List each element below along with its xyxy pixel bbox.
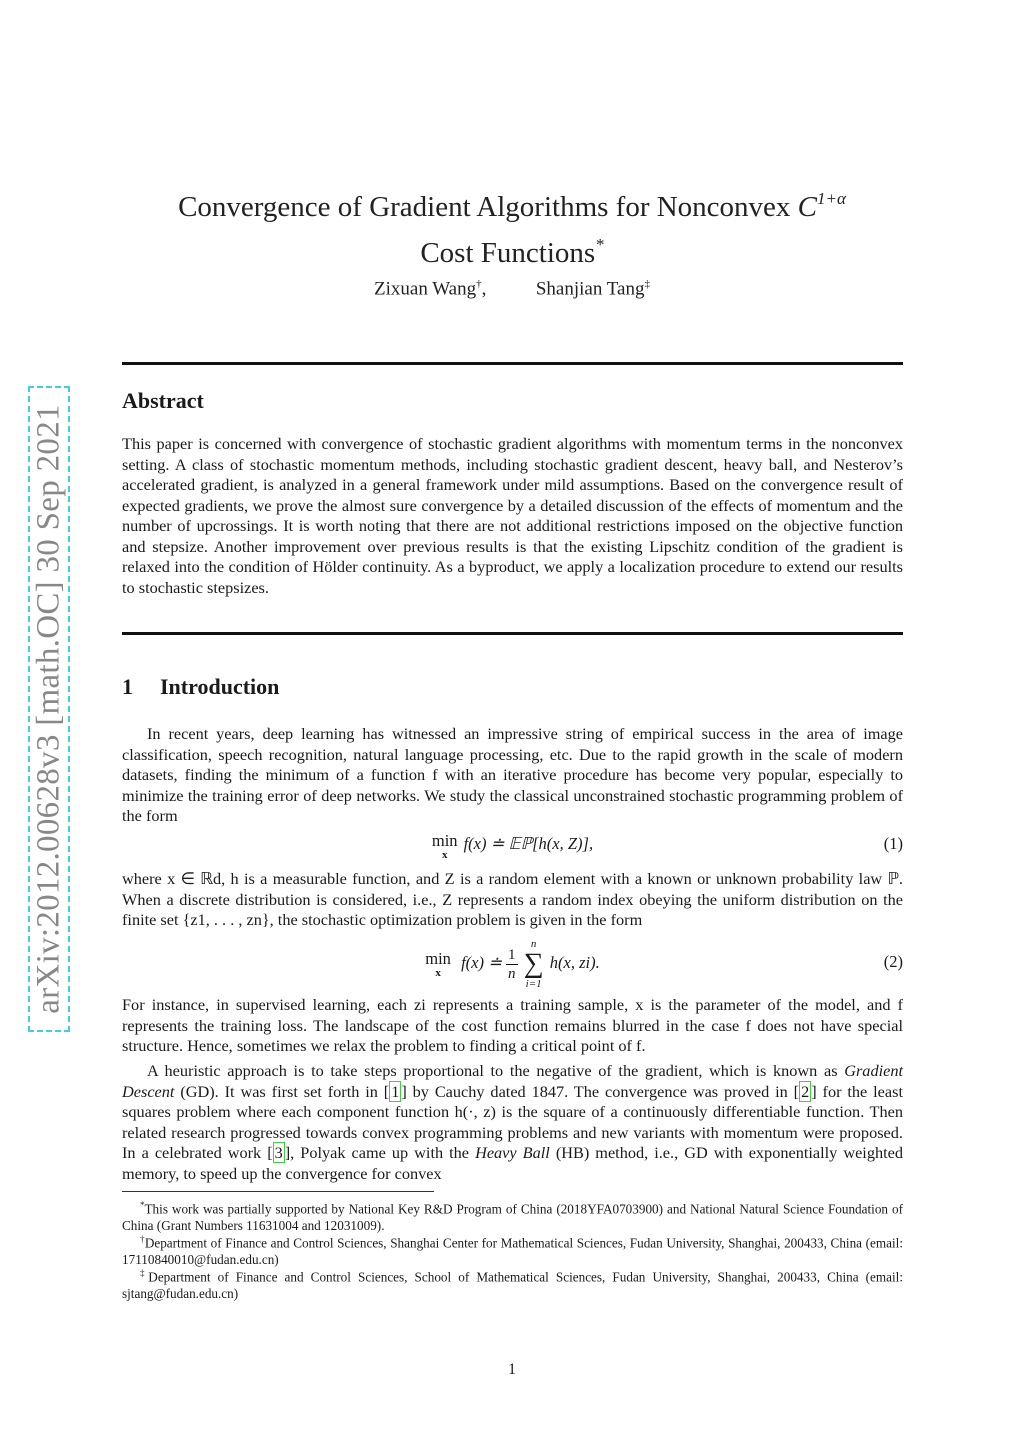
eq1-body: f(x) ≐ 𝔼ℙ[h(x, Z)], [463, 834, 594, 853]
footnote [122, 1265, 903, 1303]
footnote-marker: ‡ [140, 1268, 149, 1278]
p4-text-f: (HB) method, i.e., GD with exponentially weighted memory, to speed up the convergence for convex [122, 1143, 904, 1183]
eq2-frac-bottom: n [508, 965, 516, 982]
equation-1-number: (1) [883, 834, 903, 853]
p4-text-a: A heuristic approach is to take steps proportional to the negative of the gradient, which is known as [147, 1061, 845, 1080]
author-separator: , [481, 278, 487, 300]
author-footnote-marker[interactable]: † [476, 278, 482, 290]
abstract-top-rule [122, 362, 903, 365]
p4-emphasis-gd: Gradient Descent [122, 1061, 903, 1101]
eq2-min-sub: x [435, 967, 441, 979]
p4-text-e: ], Polyak came up with the [284, 1143, 476, 1162]
eq2-min: min [425, 949, 451, 968]
abstract-text: This paper is concerned with convergence of stochastic gradient algorithms with momentum terms in the nonconvex setting. A class of stochastic momentum methods, including stochastic gradient descent, heavy ball, and Nesterov’s accelerated gradient, is analyzed in a general framework under mild assumptions. Based on the convergence result of expected gradients, we prove the almost sure convergence by a detailed discussion of the effects of momentum and the number of upcrossings. It is worth noting that there are not additional restrictions imposed on the objective function and stepsize. Another improvement over previous results is that the existing Lipschitz condition of the gradient is relaxed into the condition of Hölder continuity. As a byproduct, we apply a localization procedure to extend our results to stochastic stepsizes. [122, 434, 903, 597]
arxiv-stamp-text[interactable]: arXiv:2012.00628v3 [math.OC] 30 Sep 2021 [30, 404, 67, 1014]
intro-paragraph-1: In recent years, deep learning has witnessed an impressive string of empirical success in the area of image classification, speech recognition, natural language processing, etc. Due to the rapid growth in the scale of modern datasets, finding the minimum of a function f with an iterative procedure has become very popular, especially to minimize the training error of deep networks. We study the classical unconstrained stochastic programming problem of the form [122, 724, 903, 825]
eq2-rhs: h(x, zi). [549, 952, 600, 972]
equation-2 [122, 938, 903, 990]
eq1-min-sub: x [441, 849, 448, 861]
eq2-frac-top: 1 [508, 946, 516, 963]
citation-link[interactable]: 1 [391, 1081, 400, 1101]
sum-symbol-icon: ∑ [523, 948, 544, 979]
title-symbol: C [797, 191, 818, 223]
citation-link[interactable]: 2 [801, 1081, 810, 1101]
page-number: 1 [508, 1361, 516, 1378]
intro-paragraph-2: where x ∈ ℝd, h is a measurable function, and Z is a random element with a known or unknown probability law ℙ. When a discrete distribution is considered, i.e., Z represents a random index obeying the uniform distribution on the finite set {z1, . . . , zn}, the stochastic optimization problem is given in the form [122, 869, 903, 929]
title-footnote-marker[interactable]: * [595, 235, 604, 254]
citation-link[interactable]: 3 [274, 1143, 283, 1162]
author-name: Zixuan Wang [374, 278, 477, 300]
title-exponent: 1+α [817, 189, 846, 208]
equation-2-number: (2) [883, 952, 903, 971]
eq2-lhs: f(x) ≐ [461, 952, 502, 972]
equation-1 [122, 831, 903, 862]
abstract-bottom-rule [122, 632, 903, 635]
section-heading [122, 674, 279, 700]
eq1-min: min [431, 831, 458, 850]
footnote-text: This work was partially supported by National Key R&D Program of China (2018YFA0703900) and National Natural Science Foundation of China (Grant Numbers 11631004 and 12031009). [122, 1201, 903, 1234]
footnote-text: Department of Finance and Control Sciences, Shanghai Center for Mathematical Sciences, Fudan University, Shanghai, 200433, China (email: 17110840010@fudan.edu.cn) [122, 1235, 903, 1268]
footnote-marker: † [140, 1234, 145, 1244]
paper-title [100, 180, 924, 272]
p4-text-c: ] by Cauchy dated 1847. The convergence was proved in [ [401, 1081, 800, 1101]
p4-emphasis-hb: Heavy Ball [475, 1143, 550, 1162]
abstract-heading: Abstract [122, 388, 204, 413]
eq2-sum-bottom: i=1 [525, 978, 542, 990]
section-number: 1 [122, 674, 133, 699]
p4-text-d: ] for the least squares problem where each component function h(·, z) is the square of a continuously differentiable function. Then related research progressed towards convex programming problems and new variants with momentum were proposed. In a celebrated work [ [122, 1081, 903, 1162]
eq2-fraction [506, 946, 518, 983]
arxiv-stamp-box[interactable] [28, 386, 70, 1032]
intro-paragraph-4 [122, 1061, 903, 1184]
p4-text-b: (GD). It was first set forth in [ [174, 1081, 390, 1101]
title-line-2: Cost Functions [420, 237, 596, 269]
footnote [122, 1231, 903, 1269]
footnote [122, 1197, 903, 1235]
intro-paragraph-3: For instance, in supervised learning, each zi represents a training sample, x is the parameter of the model, and f represents the training loss. The landscape of the cost function remains blurred in the case f does not have special structure. Hence, sometimes we relax the problem to finding a critical point of f. [122, 995, 903, 1055]
author-footnote-marker[interactable]: ‡ [644, 278, 650, 290]
eq2-sum-top: n [530, 938, 537, 950]
footnote-marker: * [140, 1200, 145, 1210]
footnote-rule [122, 1191, 434, 1192]
author-list [100, 278, 924, 300]
footnote-text: Department of Finance and Control Sciences, School of Mathematical Sciences, Fudan University, Shanghai, 200433, China (email: sjtang@fudan.edu.cn) [122, 1269, 904, 1302]
eq2-sum [524, 938, 544, 990]
section-title: Introduction [160, 674, 280, 699]
title-line-1: Convergence of Gradient Algorithms for Nonconvex [178, 191, 791, 223]
author-name: Shanjian Tang [535, 278, 645, 300]
